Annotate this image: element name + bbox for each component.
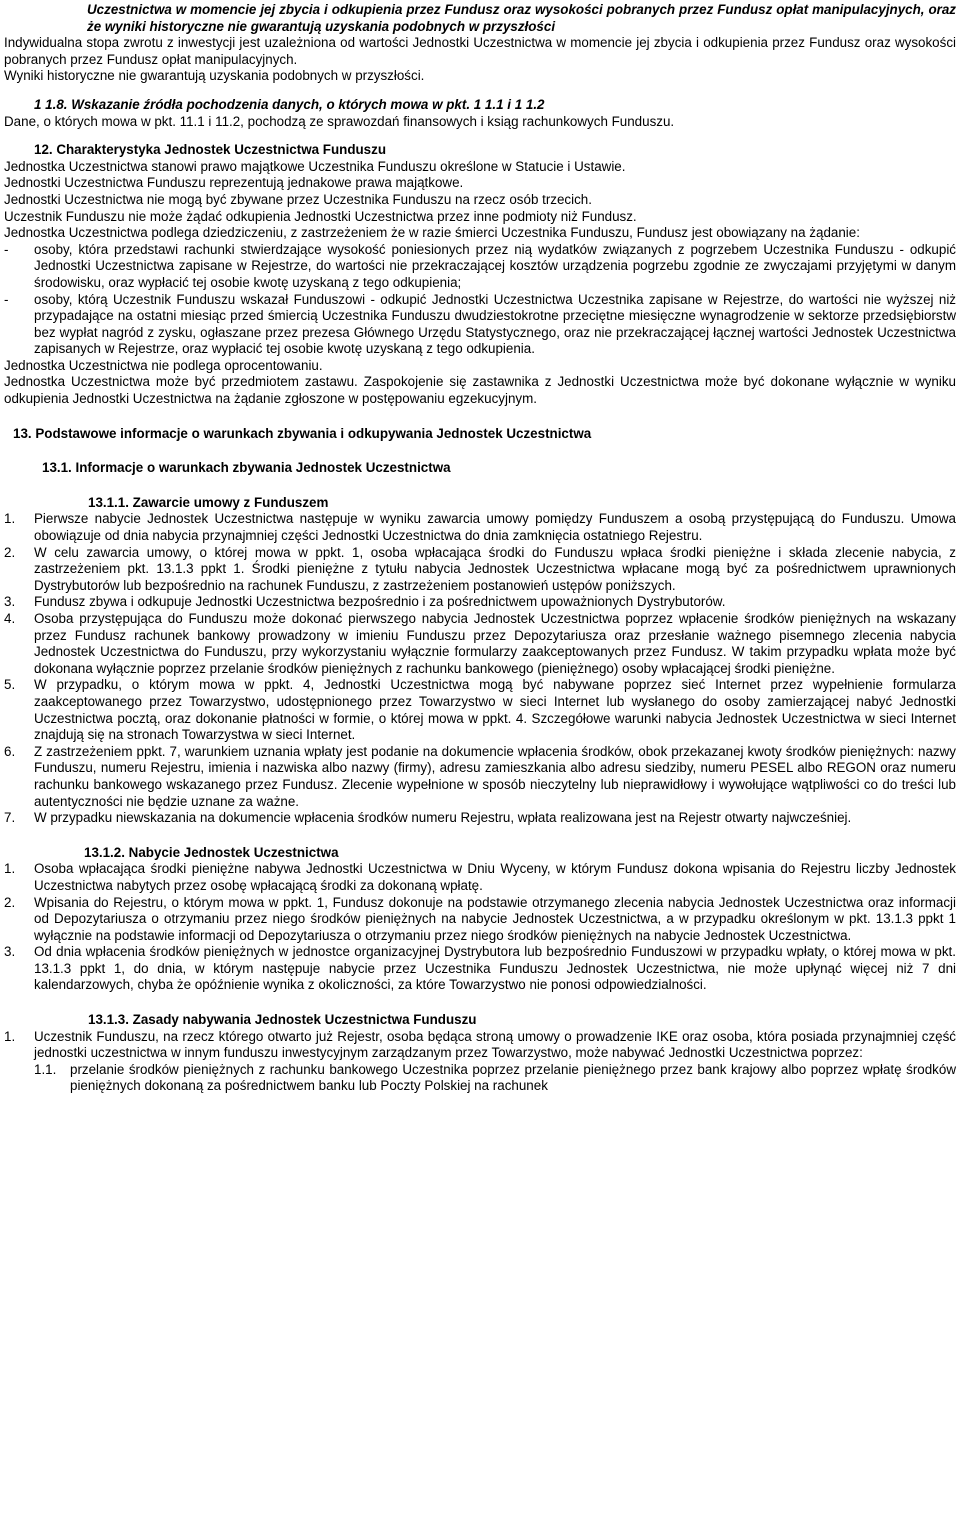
interest-note: Jednostka Uczestnictwa nie podlega oprocentowaniu. xyxy=(4,357,323,373)
list-number: 7. xyxy=(4,810,16,826)
dash-marker: - xyxy=(4,241,9,257)
list-item-text: Osoba przystępująca do Funduszu może dokonać pierwszego nabycia Jednostek Uczestnictwa poprzez wpłacenie środków pieniężnych na wskazany przez Fundusz rachunek bankowy prowadzony w imieniu Funduszu przez Depozytariusza oraz przesłanie ważnego pisemnego zlecenia nabycia Jednostek Uczestnictwa do Funduszu, przy wykorzystaniu wyłącznie formularzy zaakceptowanych przez Fundusz. W takim przypadku wpłata może być dokonana wyłącznie poprzez przelanie środków pieniężnych z rachunku bankowego (pieniężnego) osoby wpłacającej środki pieniężne. xyxy=(34,611,956,676)
list-number: 1. xyxy=(4,861,16,877)
performance-disclaimer-heading: Uczestnictwa w momencie jej zbycia i odkupienia przez Fundusz oraz wysokości pobranych przez Fundusz opłat manipulacyjnych, oraz że wyniki historyczne nie gwarantują uzyskania podobnych w przyszłości xyxy=(87,2,956,34)
list-item xyxy=(4,810,956,827)
sub-list-item xyxy=(4,1062,956,1095)
list-item-text: Z zastrzeżeniem ppkt. 7, warunkiem uznania wpłaty jest podanie na dokumencie wpłacenia środków, obok przekazanej kwoty środków pieniężnych: nazwy Funduszu, numeru Rejestru, imienia i nazwiska albo nazwy (firmy), adresu zamieszkania albo adresu siedziby, numeru PESEL albo REGON oraz numeru rachunku bankowego wskazanego przez Fundusz. Zlecenie wypełnione w sposób nieczytelny lub nieprawidłowy i wywołujące wątpliwości co do treści lub autentyczności nie będzie uznane za ważne. xyxy=(34,743,956,809)
list-number: 1. xyxy=(4,1028,16,1044)
list-item xyxy=(4,861,956,894)
section-12-line-4: Uczestnik Funduszu nie może żądać odkupienia Jednostki Uczestnictwa przez inne podmioty niż Fundusz. xyxy=(4,208,637,224)
list-item-text: W przypadku, o którym mowa w ppkt. 4, Jednostki Uczestnictwa mogą być nabywane poprzez sieć Internet przez wypełnienie formularza zaakceptowanego przez Towarzystwo, udostępnionego przez Towarzystwo w sieci Internet lub wysłanego do osoby zamierzającej nabyć Jednostki Uczestnictwa pocztą, oraz dokonanie płatności w formie, o której mowa w ppkt. 4. Szczegółowe warunki nabycia Jednostek Uczestnictwa w sieci Internet znajdują się na stronach Towarzystwa w sieci Internet. xyxy=(34,677,956,743)
list-item-text: osoby, która przedstawi rachunki stwierdzające wysokość poniesionych przez nią wydatków związanych z pogrzebem Uczestnika Funduszu - odkupić Jednostki Uczestnictwa zapisane w Rejestrze, do wartości nie przekraczającej kosztów urządzenia pogrzebu zgodnie ze zwyczajami przyjętymi w danym środowisku, oraz wypłacić tej osobie kwotę uzyskaną z tego odkupienia; xyxy=(34,241,956,290)
historical-results-note: Wyniki historyczne nie gwarantują uzyskania podobnych w przyszłości. xyxy=(4,68,425,84)
section-13-heading: 13. Podstawowe informacje o warunkach zbywania i odkupywania Jednostek Uczestnictwa xyxy=(13,425,592,441)
inheritance-list xyxy=(4,242,956,358)
list-item xyxy=(4,1029,956,1062)
section-13-1-1-list xyxy=(4,511,956,826)
list-item-text: Pierwsze nabycie Jednostek Uczestnictwa następuje w wyniku zawarcia umowy pomiędzy Funduszem a osobą przystępującą do Funduszu. Umowa obowiązuje od dnia nabycia przynajmniej części Jednostki Uczestnictwa do dnia zamknięcia ostatniego Rejestru. xyxy=(34,511,956,544)
section-12-line-3: Jednostki Uczestnictwa nie mogą być zbywane przez Uczestnika Funduszu na rzecz osób trzecich. xyxy=(4,191,592,207)
list-item-text: przelanie środków pieniężnych z rachunku bankowego Uczestnika poprzez przelanie pieniężnego przez bank krajowy albo poprzez wpłatę środków pieniężnych dokonaną za pośrednictwem banku lub Poczty Polskiej na rachunek xyxy=(70,1061,956,1094)
list-number: 4. xyxy=(4,611,16,626)
section-11-8-heading: 1 1.8. Wskazanie źródła pochodzenia danych, o których mowa w pkt. 1 1.1 i 1 1.2 xyxy=(34,96,545,112)
list-item-text: osoby, którą Uczestnik Funduszu wskazał Funduszowi - odkupić Jednostki Uczestnictwa Uczestnika zapisane w Rejestrze, do wartości nie wyższej niż przypadające na ostatni miesiąc przed śmiercią Uczestnika Funduszu dwudziestokrotne przeciętne miesięczne wynagrodzenie w sektorze przedsiębiorstw bez wypłat nagród z zysku, ogłaszane przez prezesa Głównego Urzędu Statystycznego, oraz nie przekraczającej łącznej wartości Jednostek Uczestnictwa zapisanych w Rejestrze, oraz wypłacić tej osobie kwotę uzyskaną z tego odkupienia. xyxy=(34,291,956,357)
section-12-line-1: Jednostka Uczestnictwa stanowi prawo majątkowe Uczestnika Funduszu określone w Statucie i Ustawie. xyxy=(4,158,626,174)
section-13-1-3-heading: 13.1.3. Zasady nabywania Jednostek Uczestnictwa Funduszu xyxy=(88,1012,477,1028)
list-number: 1. xyxy=(4,511,16,527)
list-item-text: Wpisania do Rejestru, o którym mowa w ppkt. 1, Fundusz dokonuje na podstawie otrzymanego zlecenia nabycia Jednostek Uczestnictwa oraz informacji od Depozytariusza o otrzymaniu przez niego środków pieniężnych na nabycie Jednostek Uczestnictwa, a w przypadku określonym w pkt. 13.1.3 ppkt 1 wyłącznie na podstawie informacji od Depozytariusza o otrzymaniu przez niego środków pieniężnych na nabycie Jednostek Uczestnictwa. xyxy=(34,894,956,943)
list-item-text: Osoba wpłacająca środki pieniężne nabywa Jednostki Uczestnictwa w Dniu Wyceny, w którym Fundusz dokona wpisania do Rejestru liczby Jednostek Uczestnictwa nabytych przez osobę wpłacającą środki za dokonaną wpłatę. xyxy=(34,861,956,893)
list-item xyxy=(4,292,956,358)
list-item xyxy=(4,944,956,994)
list-item-text: W przypadku niewskazania na dokumencie wpłacenia środków numeru Rejestru, wpłata realizowana jest na Rejestr otwarty najwcześniej. xyxy=(34,810,852,826)
list-item xyxy=(4,511,956,544)
list-item-text: W celu zawarcia umowy, o której mowa w ppkt. 1, osoba wpłacająca środki do Funduszu wpłaca środki pieniężne i składa zlecenie nabycia, z zastrzeżeniem pkt. 13.1.3 ppkt 1. Środki pieniężne z tytułu nabycia Jednostek Uczestnictwa wpłacane mogą być za pośrednictwem uprawnionych Dystrybutorów lub bezpośrednio na rachunek Funduszu, z zastrzeżeniem postanowień ustępów poniższych. xyxy=(34,544,956,593)
list-item xyxy=(4,677,956,743)
list-item-text: Fundusz zbywa i odkupuje Jednostki Uczestnictwa bezpośrednio i za pośrednictwem upoważnionych Dystrybutorów. xyxy=(34,594,726,610)
list-item-text: Uczestnik Funduszu, na rzecz którego otwarto już Rejestr, osoba będąca stroną umowy o prowadzenie IKE oraz osoba, która posiada przynajmniej część jednostki uczestnictwa w innym funduszu inwestycyjnym zarządzanym przez Towarzystwo, może nabywać Jednostki Uczestnictwa poprzez: xyxy=(34,1028,956,1061)
list-item-text: Od dnia wpłacenia środków pieniężnych w jednostce organizacyjnej Dystrybutora lub bezpośrednio Funduszowi w przypadku wpłaty, o której mowa w pkt. 13.1.3 ppkt 1, do dnia, w którym następuje nabycie przez Uczestnika Funduszu Jednostek Uczestnictwa, nie może upłynąć więcej niż 7 dni kalendarzowych, chyba że opóźnienie wynika z okoliczności, za które Towarzystwo nie ponosi odpowiedzialności. xyxy=(34,944,956,993)
section-12-heading: 12. Charakterystyka Jednostek Uczestnictwa Funduszu xyxy=(34,142,387,158)
list-item xyxy=(4,594,956,611)
section-12-line-2: Jednostki Uczestnictwa Funduszu reprezentują jednakowe prawa majątkowe. xyxy=(4,175,464,191)
section-13-1-2-list xyxy=(4,861,956,994)
section-13-1-2-heading: 13.1.2. Nabycie Jednostek Uczestnictwa xyxy=(84,844,339,860)
list-item xyxy=(4,242,956,292)
individual-return-paragraph: Indywidualna stopa zwrotu z inwestycji jest uzależniona od wartości Jednostki Uczestnictwa w momencie jej zbycia i odkupienia przez Fundusz oraz wysokości pobranych przez Fundusz opłat manipulacyjnych. xyxy=(4,35,956,67)
list-number: 3. xyxy=(4,594,16,610)
list-number: 5. xyxy=(4,677,16,693)
list-item xyxy=(4,545,956,595)
section-13-1-3-list xyxy=(4,1029,956,1062)
list-item xyxy=(4,744,956,810)
list-number: 2. xyxy=(4,544,16,560)
list-item xyxy=(4,895,956,945)
dash-marker: - xyxy=(4,291,9,307)
inheritance-paragraph: Jednostka Uczestnictwa podlega dziedziczeniu, z zastrzeżeniem że w razie śmierci Uczestnika Funduszu, Fundusz jest obowiązany na żądanie: xyxy=(4,225,860,241)
section-11-8-text: Dane, o których mowa w pkt. 11.1 i 11.2, pochodzą ze sprawozdań finansowych i ksiąg rachunkowych Funduszu. xyxy=(4,113,675,129)
pledge-paragraph: Jednostka Uczestnictwa może być przedmiotem zastawu. Zaspokojenie się zastawnika z Jednostki Uczestnictwa może być dokonane wyłącznie w wyniku odkupienia Jednostki Uczestnictwa na żądanie zgłoszone w postępowaniu egzekucyjnym. xyxy=(4,374,956,407)
list-number: 1.1. xyxy=(34,1061,57,1077)
section-13-1-heading: 13.1. Informacje o warunkach zbywania Jednostek Uczestnictwa xyxy=(42,460,451,476)
section-13-1-1-heading: 13.1.1. Zawarcie umowy z Funduszem xyxy=(88,494,329,510)
list-number: 2. xyxy=(4,894,16,910)
list-number: 6. xyxy=(4,743,16,759)
list-item xyxy=(4,611,956,677)
list-number: 3. xyxy=(4,944,16,960)
